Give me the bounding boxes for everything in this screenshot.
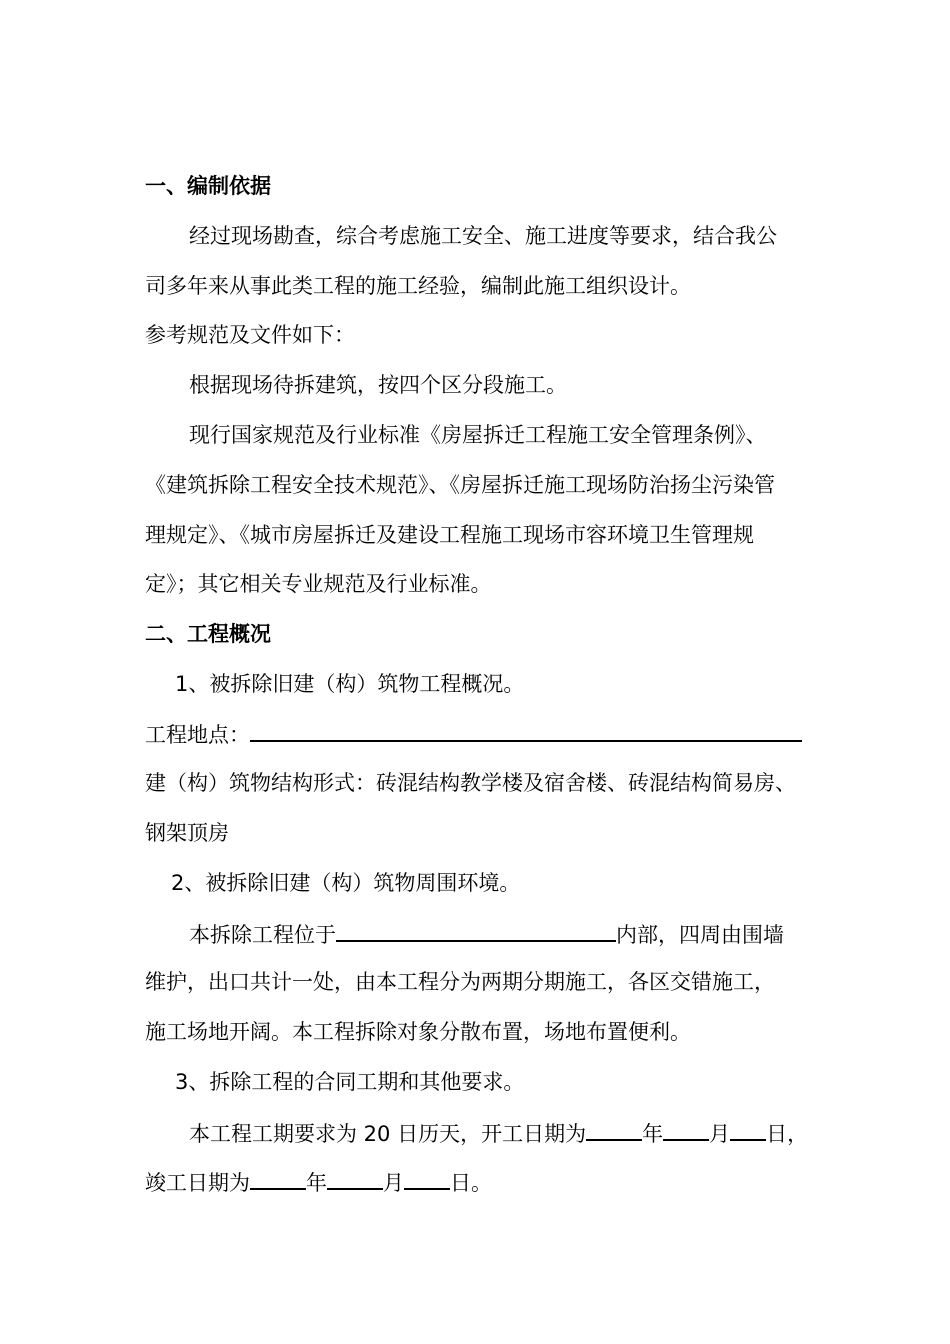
location-label: 工程地点： <box>145 723 250 747</box>
text-span: 年 <box>306 1171 327 1195</box>
end-day-blank <box>404 1166 450 1190</box>
location-row <box>145 718 802 748</box>
text-span: 日。 <box>450 1171 492 1195</box>
text-span: 年 <box>642 1122 664 1146</box>
paragraph-line: 建（构）筑物结构形式：砖混结构教学楼及宿舍楼、砖混结构简易房、 <box>145 771 796 795</box>
list-item: 1、被拆除旧建（构）筑物工程概况。 <box>175 672 525 696</box>
start-day-blank <box>730 1117 766 1141</box>
start-year-blank <box>586 1117 642 1141</box>
text-span: 月 <box>709 1122 731 1146</box>
paragraph-line: 《建筑拆除工程安全技术规范》、《房屋拆迁施工现场防治扬尘污染管 <box>145 473 775 497</box>
paragraph-line: 施工场地开阔。本工程拆除对象分散布置，场地布置便利。 <box>145 1020 691 1044</box>
environment-row <box>189 918 784 948</box>
location-blank <box>250 718 802 742</box>
paragraph-line: 司多年来从事此类工程的施工经验，编制此施工组织设计。 <box>145 274 691 298</box>
start-date-row <box>189 1117 808 1147</box>
section-heading-basis: 一、编制依据 <box>145 174 271 198</box>
reference-intro: 参考规范及文件如下： <box>145 323 355 347</box>
text-span: 内部，四周由围墙 <box>616 923 784 947</box>
list-item: 3、拆除工程的合同工期和其他要求。 <box>175 1070 525 1094</box>
text-span: 日， <box>766 1122 809 1146</box>
paragraph-line: 理规定》、《城市房屋拆迁及建设工程施工现场市容环境卫生管理规 <box>145 523 754 547</box>
start-month-blank <box>663 1117 709 1141</box>
text-span: 本工程工期要求为 20 日历天，开工日期为 <box>189 1122 587 1146</box>
paragraph-line: 维护，出口共计一处，由本工程分为两期分期施工，各区交错施工， <box>145 970 775 994</box>
end-month-blank <box>327 1166 383 1190</box>
text-span: 本拆除工程位于 <box>189 923 336 947</box>
paragraph-line: 经过现场勘查，综合考虑施工安全、施工进度等要求，结合我公 <box>189 224 777 248</box>
reference-item: 根据现场待拆建筑，按四个区分段施工。 <box>189 373 567 397</box>
reference-item: 现行国家规范及行业标准《房屋拆迁工程施工安全管理条例》、 <box>189 423 767 447</box>
paragraph-line: 定》；其它相关专业规范及行业标准。 <box>145 572 492 596</box>
text-span: 月 <box>383 1171 404 1195</box>
paragraph-line: 钢架顶房 <box>145 821 229 845</box>
end-date-row <box>145 1166 492 1196</box>
end-year-blank <box>250 1166 306 1190</box>
site-blank <box>336 918 616 942</box>
text-span: 竣工日期为 <box>145 1171 250 1195</box>
section-heading-overview: 二、工程概况 <box>145 622 271 646</box>
list-item: 2、被拆除旧建（构）筑物周围环境。 <box>171 871 521 895</box>
